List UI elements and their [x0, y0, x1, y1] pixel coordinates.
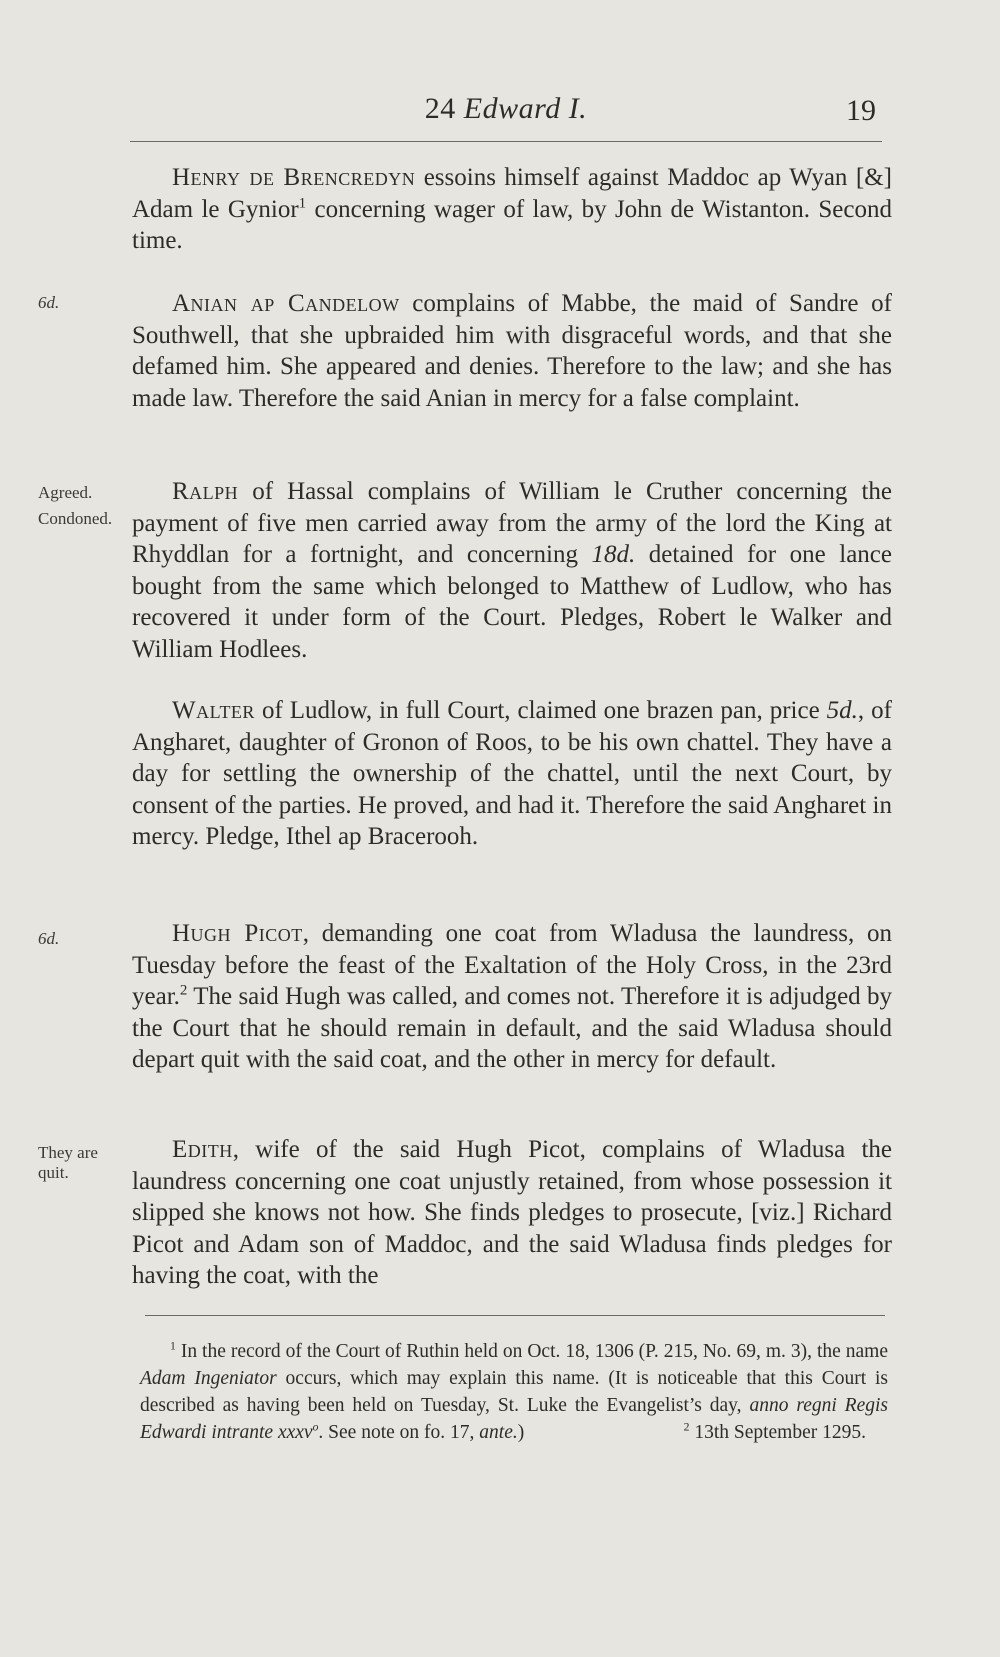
- regnal-year: 24: [424, 92, 456, 125]
- entry-lead: Edith: [172, 1136, 233, 1163]
- entry-body: essoins himself against Maddoc ap Wyan [&] Adam le Gynior: [132, 164, 893, 223]
- margin-note-fine: 6d.: [38, 929, 60, 948]
- page-number: 19: [846, 94, 876, 127]
- entry-lead: Ralph: [172, 478, 239, 505]
- running-title: [130, 92, 882, 126]
- footnote-mark: 1: [170, 1339, 176, 1353]
- footnote-italic: ante.: [479, 1422, 518, 1443]
- entry-ralph: [132, 476, 892, 665]
- entry-body: The said Hugh was called, and comes not. Therefore it is adjudged by the Court that he should remain in default, and the said Wladusa should depart quit with the said coat, and the other in mercy for default.: [132, 983, 892, 1073]
- entry-text: [132, 162, 892, 257]
- entry-henry: [132, 162, 892, 257]
- footnote-2: [654, 1419, 866, 1446]
- entry-lead: Anian ap Candelow: [172, 290, 400, 317]
- entry-body: , demanding one coat from Wladusa the laundress, on Tuesday before the feast of the Exaltation of the Holy Cross, in the 23rd year.: [132, 920, 893, 1010]
- header-rule: [130, 141, 882, 142]
- entry-body: of Hassal complains of William le Cruther concerning the payment of five men carried away from the army of the lord the King at Rhyddlan for a fortnight, and concerning: [132, 478, 892, 568]
- entry-body: complains of Mabbe, the maid of Sandre of Southwell, that she upbraided him with disgraceful words, and that she defamed him. She appeared and denies. Therefore to the law; and she has made law. Therefore the said Anian in mercy for a false complaint.: [132, 290, 892, 412]
- amount: 5d.: [826, 697, 858, 724]
- entry-lead: Hugh Picot: [172, 920, 303, 947]
- margin-note-agreed: Agreed.: [38, 483, 93, 502]
- footnote-rule: [145, 1315, 885, 1316]
- entry-text: [132, 1134, 892, 1292]
- entry-text: [132, 476, 892, 665]
- footnote-1: [140, 1338, 888, 1446]
- footnote-italic: Adam Ingeniator: [140, 1368, 277, 1389]
- entry-anian: [132, 288, 892, 414]
- footnote-text: . See note on fo. 17,: [318, 1422, 480, 1443]
- entry-text: [132, 918, 892, 1076]
- entry-text: [132, 695, 892, 853]
- footnote-text: 13th September 1295.: [689, 1422, 866, 1443]
- entry-body: of Ludlow, in full Court, claimed one brazen pan, price: [254, 697, 827, 724]
- footnotes: [140, 1338, 888, 1446]
- margin-note-quit-2: quit.: [38, 1163, 69, 1182]
- entry-body: concerning wager of law, by John de Wistanton. Second time.: [132, 195, 892, 254]
- footnote-superscript: o: [312, 1420, 319, 1434]
- entry-body: detained for one lance bought from the same which belonged to Matthew of Ludlow, who has recovered it under form of the Court. Pledges, Robert le Walker and William Hodlees.: [132, 541, 892, 663]
- amount: 18d.: [591, 541, 636, 568]
- footnote-mark: 2: [683, 1420, 690, 1434]
- entry-lead: Walter: [172, 697, 255, 724]
- running-head: [130, 92, 882, 136]
- entry-body: , wife of the said Hugh Picot, complains of Wladusa the laundress concerning one coat unjustly retained, from whose possession it slipped she knows not how. She finds pledges to prosecute, [viz.] Richard Picot and Adam son of Maddoc, and the said Wladusa finds pledges for having the coat, with the: [132, 1136, 892, 1289]
- entry-lead: Henry de Brencredyn: [172, 164, 416, 191]
- footnote-ref: 2: [179, 982, 188, 999]
- entry-walter: [132, 695, 892, 853]
- footnote-ref: 1: [298, 195, 307, 212]
- king-name: Edward I.: [463, 92, 588, 125]
- entry-hugh: [132, 918, 892, 1076]
- footnote-text: occurs, which may explain this name. (It is noticeable that this Court is described as having been held on Tuesday, St. Luke the Evangelist’s day,: [140, 1368, 888, 1416]
- margin-note-quit-1: They are: [38, 1143, 98, 1162]
- entry-text: [132, 288, 892, 414]
- margin-note-fine: 6d.: [38, 293, 60, 312]
- entry-edith: [132, 1134, 892, 1292]
- footnote-text: ): [517, 1422, 525, 1443]
- footnote-text: In the record of the Court of Ruthin held on Oct. 18, 1306 (P. 215, No. 69, m. 3), the name: [175, 1341, 888, 1362]
- margin-note-condoned: Condoned.: [38, 509, 113, 528]
- footnote-italic: anno regni Regis Edwardi intrante xxxv: [140, 1395, 888, 1443]
- entry-body: , of Angharet, daughter of Gronon of Roos, to be his own chattel. They have a day for settling the ownership of the chattel, until the next Court, by consent of the parties. He proved, and had it. Therefore the said Angharet in mercy. Pledge, Ithel ap Bracerooh.: [132, 697, 892, 850]
